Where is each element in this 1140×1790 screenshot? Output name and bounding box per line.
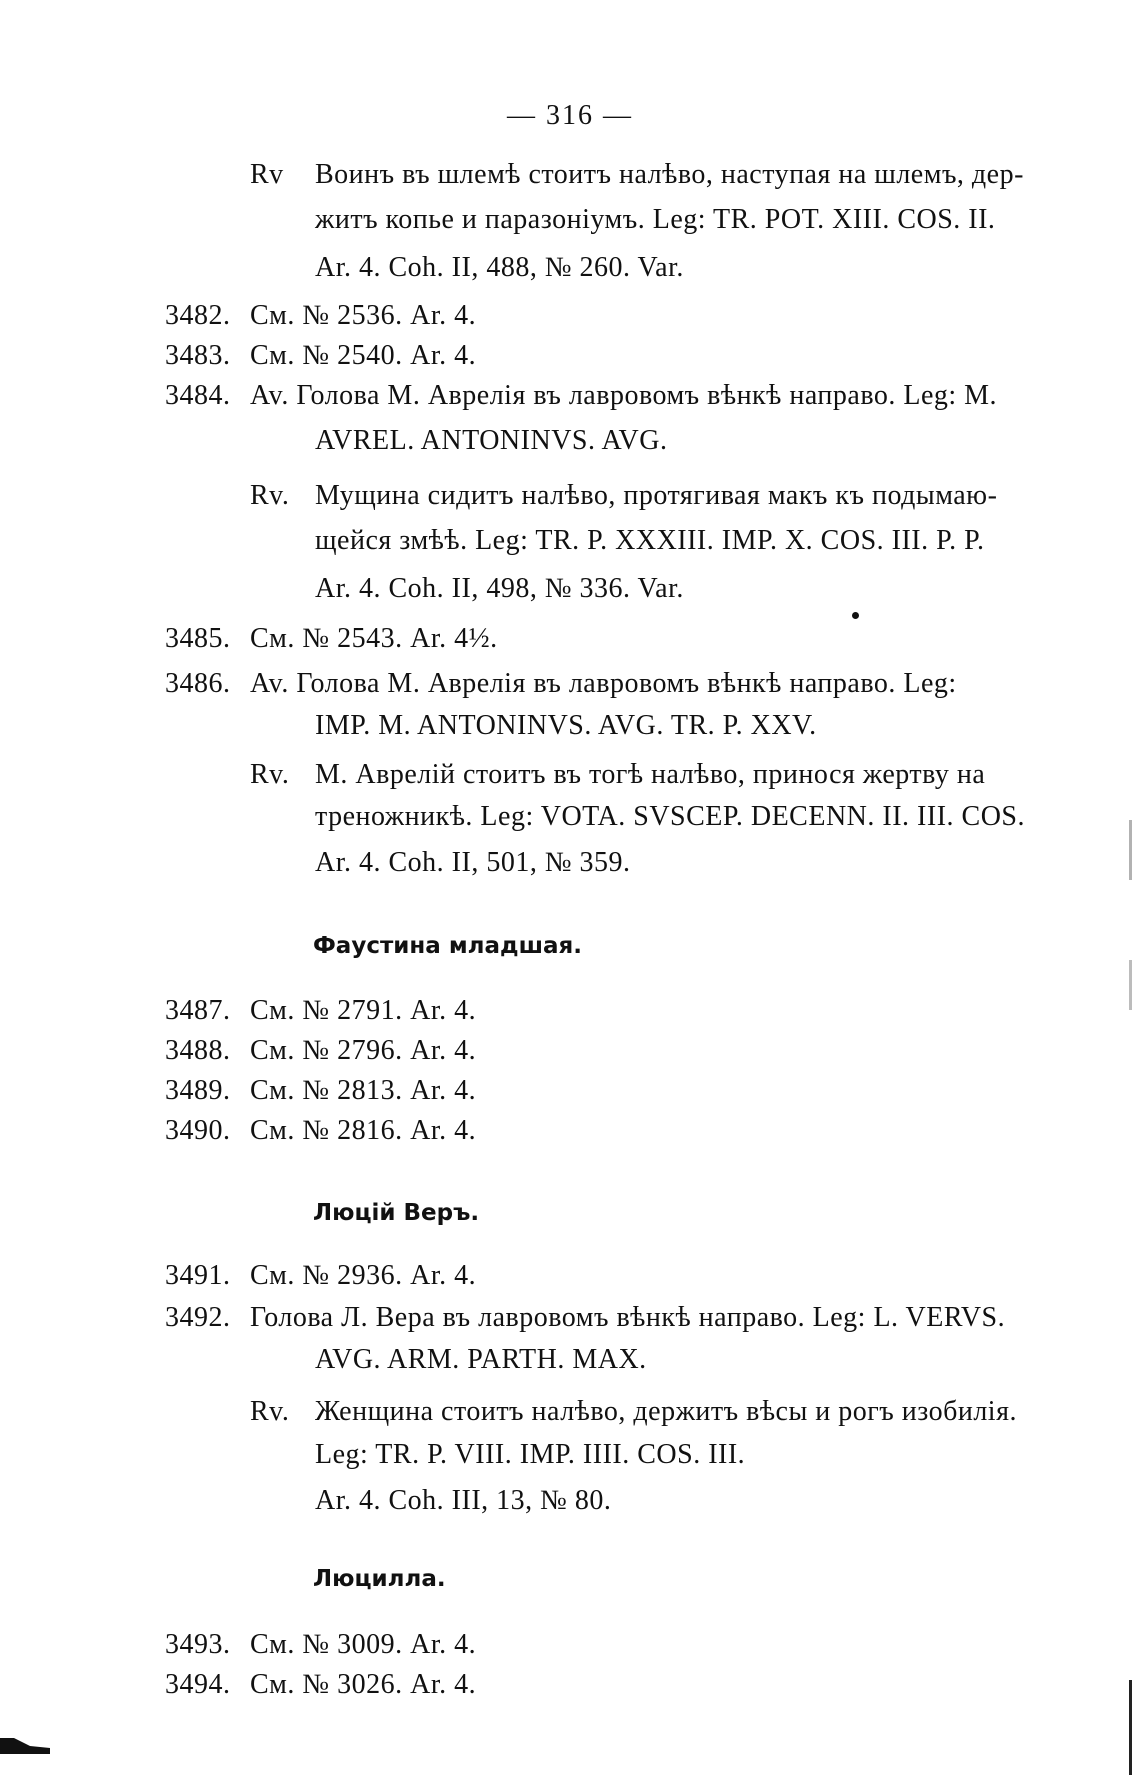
entry-number: 3488. <box>165 1035 231 1066</box>
entry-number: 3491. <box>165 1260 231 1291</box>
coin-reference: Ar. 4. Coh. II, 498, № 336. Var. <box>315 573 684 604</box>
rv-text-line: Leg: TR. P. VIII. IMP. IIII. COS. III. <box>315 1439 746 1470</box>
coin-reference: Ar. 4. Coh. III, 13, № 80. <box>315 1485 612 1516</box>
rv-text-line: треножникѣ. Leg: VOTA. SVSCEP. DECENN. II. III. COS. <box>315 801 1025 832</box>
entry-text: См. № 2936. Ar. 4. <box>250 1260 477 1291</box>
rv-label: Rv. <box>250 480 290 511</box>
scan-edge-mark <box>1129 960 1132 1010</box>
entry-text: См. № 2796. Ar. 4. <box>250 1035 477 1066</box>
rv-text-line: житъ копье и паразоніумъ. Leg: TR. POT. XIII. COS. II. <box>315 204 996 235</box>
rv-text-line: Женщина стоитъ налѣво, держитъ вѣсы и рогъ изобилія. <box>315 1396 1017 1427</box>
rv-text-line: Мущина сидитъ налѣво, протягивая макъ къ подымаю- <box>315 480 998 511</box>
section-heading: Люцилла. <box>313 1566 446 1592</box>
entry-number: 3493. <box>165 1629 231 1660</box>
av-text-line: Av. Голова М. Аврелія въ лавровомъ вѣнкѣ направо. Leg: <box>250 668 957 699</box>
rv-label: Rv. <box>250 1396 290 1427</box>
entry-number: 3486. <box>165 668 231 699</box>
rv-text-line: Воинъ въ шлемѣ стоитъ налѣво, наступая на шлемъ, дер- <box>315 159 1024 190</box>
entry-text: См. № 2813. Ar. 4. <box>250 1075 477 1106</box>
entry-number: 3487. <box>165 995 231 1026</box>
entry-text: См. № 2791. Ar. 4. <box>250 995 477 1026</box>
entry-number: 3489. <box>165 1075 231 1106</box>
scan-corner-mark <box>0 1734 50 1754</box>
av-text-line: IMP. M. ANTONINVS. AVG. TR. P. XXV. <box>315 710 817 741</box>
av-text-line: Av. Голова М. Аврелія въ лавровомъ вѣнкѣ направо. Leg: M. <box>250 380 998 411</box>
rv-label: Rv. <box>250 759 290 790</box>
rv-text-line: щейся змѣѣ. Leg: TR. P. XXXIII. IMP. X. COS. III. P. P. <box>315 525 985 556</box>
scan-edge-mark <box>1129 1680 1132 1775</box>
coin-reference: Ar. 4. Coh. II, 501, № 359. <box>315 847 631 878</box>
section-heading: Фаустина младшая. <box>313 933 583 959</box>
entry-number: 3492. <box>165 1302 231 1333</box>
entry-text: См. № 2536. Ar. 4. <box>250 300 477 331</box>
av-text-line: Голова Л. Вера въ лавровомъ вѣнкѣ направо. Leg: L. VERVS. <box>250 1302 1006 1333</box>
entry-number: 3490. <box>165 1115 231 1146</box>
page-number: — 316 — <box>507 100 633 131</box>
entry-number: 3482. <box>165 300 231 331</box>
av-text-line: AVG. ARM. PARTH. MAX. <box>315 1344 647 1375</box>
rv-text-line: М. Аврелій стоитъ въ тогѣ налѣво, принося жертву на <box>315 759 986 790</box>
entry-number: 3483. <box>165 340 231 371</box>
entry-text: См. № 3009. Ar. 4. <box>250 1629 477 1660</box>
coin-reference: Ar. 4. Coh. II, 488, № 260. Var. <box>315 252 684 283</box>
entry-number: 3485. <box>165 623 231 654</box>
entry-text: См. № 2543. Ar. 4½. <box>250 623 498 654</box>
entry-text: См. № 2816. Ar. 4. <box>250 1115 477 1146</box>
rv-label: Rv <box>250 159 284 190</box>
section-heading: Люцій Веръ. <box>313 1200 480 1226</box>
ink-dot <box>852 612 859 619</box>
entry-text: См. № 2540. Ar. 4. <box>250 340 477 371</box>
av-text-line: AVREL. ANTONINVS. AVG. <box>315 425 668 456</box>
scan-edge-mark <box>1129 820 1132 880</box>
entry-number: 3484. <box>165 380 231 411</box>
entry-text: См. № 3026. Ar. 4. <box>250 1669 477 1700</box>
entry-number: 3494. <box>165 1669 231 1700</box>
